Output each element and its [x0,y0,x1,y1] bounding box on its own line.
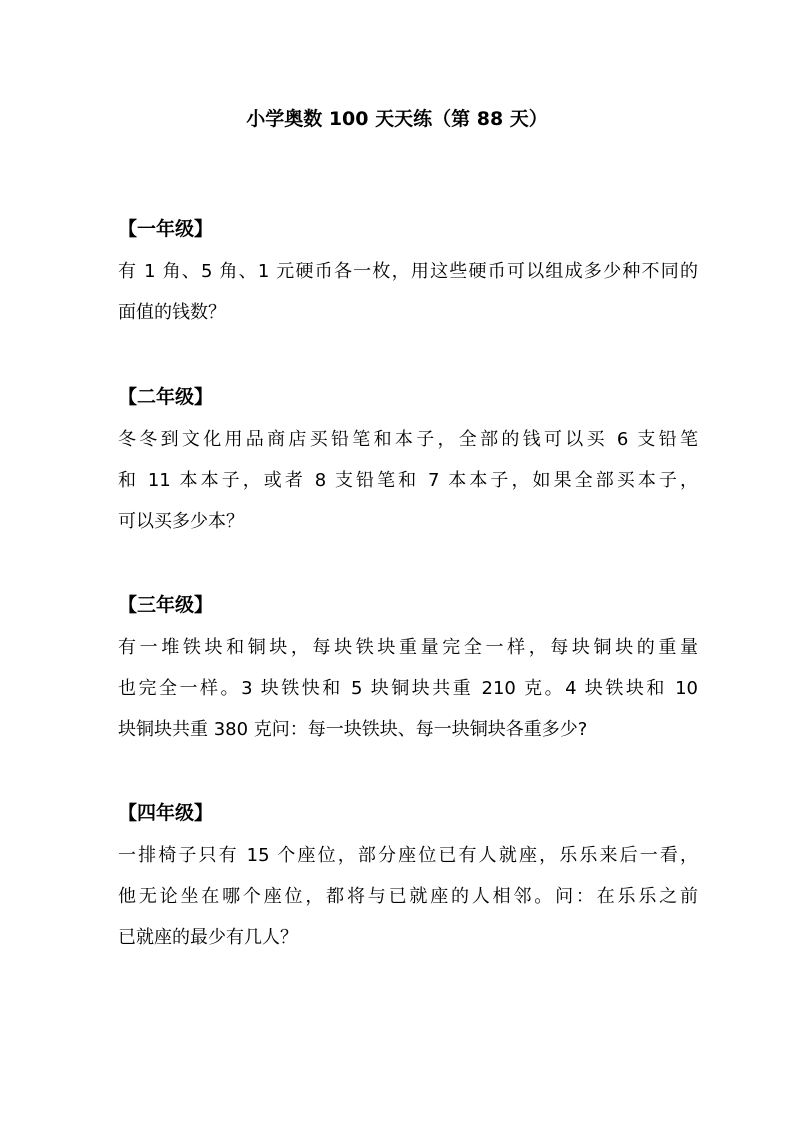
section-grade-3 [118,590,698,756]
section-grade-1 [118,214,698,339]
question-line: 有 1 角、5 角、1 元硬币各一枚，用这些硬币可以组成多少种不同的 [118,261,698,282]
document-title: 小学奥数 100 天天练（第 88 天） [246,108,548,130]
section-grade-4 [118,798,698,964]
question-line: 他无论坐在哪个座位，都将与已就座的人相邻。问：在乐乐之前 [118,886,698,907]
section-heading: 【四年级】 [118,802,214,824]
section-grade-2 [118,382,698,548]
section-heading: 【三年级】 [118,594,214,616]
question-line: 一排椅子只有 15 个座位，部分座位已有人就座，乐乐来后一看， [118,845,698,866]
question-line: 已就座的最少有几人？ [118,927,298,948]
question-line: 冬冬到文化用品商店买铅笔和本子，全部的钱可以买 6 支铅笔 [118,429,698,450]
question-line: 有一堆铁块和铜块，每块铁块重量完全一样，每块铜块的重量 [118,637,698,658]
section-heading: 【二年级】 [118,386,214,408]
question-line: 块铜块共重 380 克问：每一块铁块、每一块铜块各重多少? [118,719,588,740]
question-line: 和 11 本本子，或者 8 支铅笔和 7 本本子，如果全部买本子， [118,470,698,491]
question-line: 面值的钱数？ [118,302,226,323]
question-line: 可以买多少本？ [118,511,244,532]
question-line: 也完全一样。3 块铁快和 5 块铜块共重 210 克。4 块铁块和 10 [118,678,698,699]
section-heading: 【一年级】 [118,218,214,240]
